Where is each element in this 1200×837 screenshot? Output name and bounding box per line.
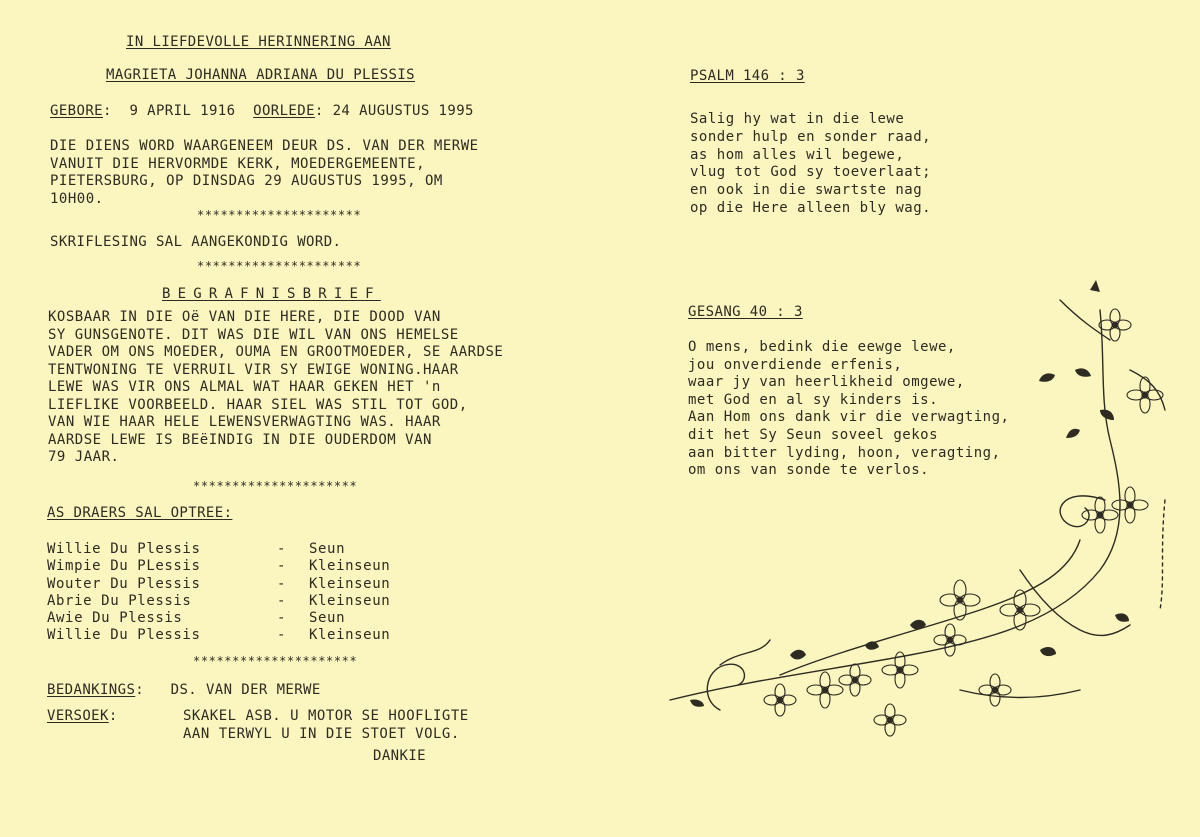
service-line: DIE DIENS WORD WAARGENEEM DEUR DS. VAN DER MERWE bbox=[50, 138, 479, 154]
letter-line: VADER OM ONS MOEDER, OUMA EN GROOTMOEDER, SE AARDSE bbox=[48, 344, 504, 360]
bearer-row bbox=[47, 576, 390, 593]
hymn-line: O mens, bedink die eewge lewe, bbox=[688, 339, 956, 355]
bearer-name: Willie Du Plessis bbox=[47, 627, 201, 644]
bearer-row bbox=[47, 627, 390, 644]
psalm-line: vlug tot God sy toeverlaat; bbox=[690, 164, 932, 181]
bearer-dash: - bbox=[277, 575, 287, 592]
died-label: OORLEDE bbox=[253, 103, 315, 119]
request-line: SKAKEL ASB. U MOTOR SE HOOFLIGTE bbox=[183, 708, 469, 724]
bearer-relation: Seun bbox=[309, 541, 346, 557]
died-date: 24 AUGUSTUS 1995 bbox=[332, 103, 474, 119]
hymn-title: GESANG 40 : 3 bbox=[688, 304, 803, 320]
hymn-line: Aan Hom ons dank vir die verwagting, bbox=[688, 409, 1010, 426]
letter-line: KOSBAAR IN DIE Oë VAN DIE HERE, DIE DOOD VAN bbox=[48, 309, 441, 325]
deceased-name: MAGRIETA JOHANNA ADRIANA DU PLESSIS bbox=[106, 67, 416, 83]
thanks-value: DS. VAN DER MERWE bbox=[170, 682, 321, 698]
scripture-note: SKRIFLESING SAL AANGEKONDIG WORD. bbox=[50, 234, 342, 250]
closing-thanks: DANKIE bbox=[373, 748, 426, 764]
bearer-relation: Kleinseun bbox=[309, 592, 391, 609]
letter-line: LIEFLIKE VOORBEELD. HAAR SIEL WAS STIL TOT GOD, bbox=[48, 396, 468, 413]
bearer-row bbox=[47, 610, 390, 627]
request-line: AAN TERWYL U IN DIE STOET VOLG. bbox=[183, 725, 460, 742]
bearer-dash: - bbox=[277, 610, 287, 627]
separator-3: ********************* bbox=[193, 479, 358, 493]
hymn-line: aan bitter lyding, hoon, veragting, bbox=[688, 444, 1001, 461]
bearer-name: Willie Du Plessis bbox=[47, 541, 201, 557]
bearers-list bbox=[47, 541, 390, 645]
separator-2: ********************* bbox=[197, 259, 362, 273]
bearer-relation: Kleinseun bbox=[309, 558, 391, 575]
bearers-heading: AS DRAERS SAL OPTREE bbox=[47, 505, 224, 521]
thanks-line bbox=[47, 682, 321, 700]
bearer-name: Abrie Du Plessis bbox=[47, 592, 192, 609]
dates-gap bbox=[235, 103, 253, 119]
psalm-verse bbox=[690, 111, 931, 218]
born-colon: : bbox=[102, 103, 130, 119]
floral-flourish-icon bbox=[660, 270, 1180, 750]
service-line: VANUIT DIE HERVORMDE KERK, MOEDERGEMEENTE, bbox=[50, 155, 426, 172]
separator-1: ********************* bbox=[197, 208, 362, 222]
letter-line: AARDSE LEWE IS BEëINDIG IN DIE OUDERDOM VAN bbox=[48, 431, 432, 448]
bearer-relation: Kleinseun bbox=[309, 627, 391, 644]
request-label: VERSOEK bbox=[47, 708, 109, 724]
born-date: 9 APRIL 1916 bbox=[129, 103, 236, 119]
bearer-row bbox=[47, 541, 390, 558]
bearer-name: Awie Du Plessis bbox=[47, 610, 183, 627]
psalm-line: sonder hulp en sonder raad, bbox=[690, 128, 932, 145]
hymn-line: jou onverdiende erfenis, bbox=[688, 356, 903, 373]
dates-line bbox=[50, 103, 474, 121]
bearers-colon: : bbox=[223, 505, 233, 521]
hymn-line: om ons van sonde te verlos. bbox=[688, 462, 930, 479]
request-text bbox=[183, 708, 469, 743]
bearer-dash: - bbox=[277, 592, 287, 609]
hymn-line: met God en al sy kinders is. bbox=[688, 391, 939, 408]
bearer-row bbox=[47, 593, 390, 610]
bearer-relation: Kleinseun bbox=[309, 575, 391, 592]
hymn-line: waar jy van heerlikheid omgewe, bbox=[688, 374, 965, 391]
request-colon: : bbox=[108, 708, 118, 724]
psalm-title: PSALM 146 : 3 bbox=[690, 68, 805, 84]
thanks-label: BEDANKINGS bbox=[47, 682, 136, 698]
letter-line: VAN WIE HAAR HELE LEWENSVERWAGTING WAS. HAAR bbox=[48, 414, 441, 430]
bearer-name: Wouter Du Plessis bbox=[47, 575, 201, 592]
psalm-line: op die Here alleen bly wag. bbox=[690, 199, 932, 216]
service-line: 10H00. bbox=[50, 190, 104, 207]
funeral-letter bbox=[48, 309, 503, 467]
bearers-heading-line bbox=[47, 505, 232, 523]
hymn-line: dit het Sy Seun soveel gekos bbox=[688, 426, 939, 443]
psalm-line: Salig hy wat in die lewe bbox=[690, 111, 905, 127]
thanks-colon: : bbox=[135, 682, 171, 698]
psalm-line: en ook in die swartste nag bbox=[690, 182, 923, 199]
letter-heading: BEGRAFNISBRIEF bbox=[162, 286, 381, 302]
bearer-relation: Seun bbox=[309, 610, 346, 627]
request-label-line bbox=[47, 708, 118, 726]
psalm-line: as hom alles wil begewe, bbox=[690, 146, 905, 163]
service-line: PIETERSBURG, OP DINSDAG 29 AUGUSTUS 1995, OM bbox=[50, 173, 443, 189]
letter-line: SY GUNSGENOTE. DIT WAS DIE WIL VAN ONS HEMELSE bbox=[48, 326, 459, 343]
service-details bbox=[50, 138, 479, 208]
letter-line: 79 JAAR. bbox=[48, 449, 120, 465]
bearer-dash: - bbox=[277, 558, 287, 575]
memorial-title: IN LIEFDEVOLLE HERINNERING AAN bbox=[126, 34, 391, 50]
letter-line: TENTWONING TE VERRUIL VIR SY EWIGE WONING.HAAR bbox=[48, 361, 459, 378]
letter-line: LEWE WAS VIR ONS ALMAL WAT HAAR GEKEN HET 'n bbox=[48, 379, 441, 395]
bearer-row bbox=[47, 558, 390, 575]
born-label: GEBORE bbox=[50, 103, 103, 119]
died-colon: : bbox=[314, 103, 333, 119]
bearer-name: Wimpie Du PLessis bbox=[47, 558, 201, 575]
separator-4: ********************* bbox=[193, 654, 358, 668]
bearer-dash: - bbox=[277, 541, 287, 557]
bearer-dash: - bbox=[277, 627, 287, 644]
